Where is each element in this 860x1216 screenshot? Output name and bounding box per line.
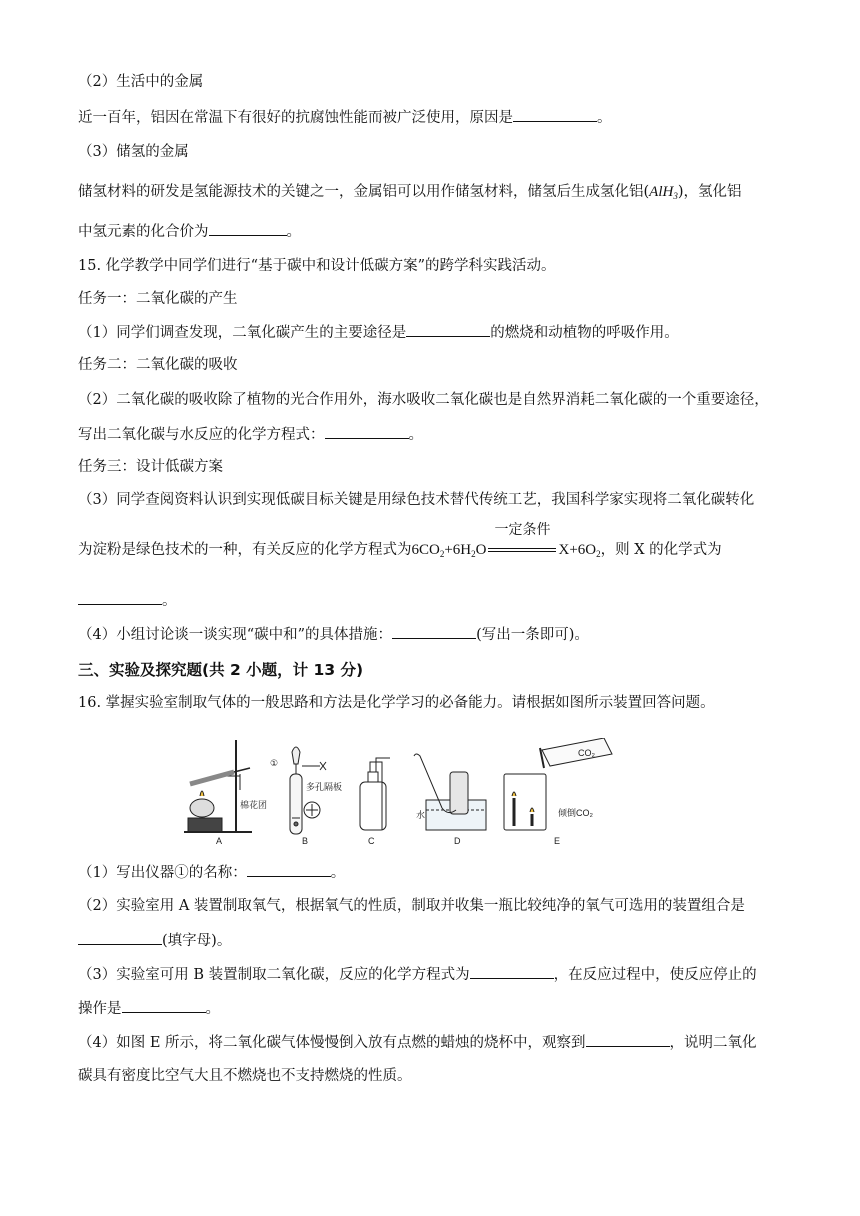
- instrument-marker: ①: [270, 758, 279, 768]
- question-16-4-line2: 碳具有密度比空气大且不燃烧也不支持燃烧的性质。: [78, 1068, 412, 1084]
- text: 储氢材料的研发是氢能源技术的关键之一，金属铝可以用作储氢材料，储氢后生成氢化铝(: [78, 184, 650, 200]
- text: 。: [408, 427, 423, 443]
- text: 中氢元素的化合价为: [78, 224, 209, 240]
- text: 。: [330, 865, 346, 881]
- equation-right: $X+6O_2$: [558, 542, 601, 559]
- subheading-metal-in-life: （2）生活中的金属: [78, 74, 204, 90]
- answer-blank[interactable]: [586, 1032, 670, 1047]
- question-16-3-line1: [78, 964, 757, 985]
- task-2-heading: 任务二：二氧化碳的吸收: [78, 357, 238, 373]
- text: 的燃烧和动植物的呼吸作用。: [490, 325, 679, 341]
- text: ，则 X 的化学式为: [600, 542, 722, 558]
- question-16-4-line1: [78, 1032, 757, 1053]
- text: 为淀粉是绿色技术的一种，有关反应的化学方程式为: [78, 542, 412, 558]
- question-15-intro: 15. 化学教学中同学们进行“基于碳中和设计低碳方案”的跨学科实践活动。: [78, 258, 556, 274]
- question-hydrogen-valence: [78, 221, 301, 242]
- text: 。: [205, 1001, 220, 1017]
- text: 近一百年，铝因在常温下有很好的抗腐蚀性能而被广泛使用，原因是: [78, 110, 513, 126]
- question-15-3-line2: [78, 522, 722, 561]
- cotton-label: 棉花团: [240, 800, 268, 810]
- answer-blank[interactable]: [513, 107, 597, 122]
- question-15-3-line1: （3）同学查阅资料认识到实现低碳目标关键是用绿色技术替代传统工艺，我国科学家实现将二氧化碳转化: [78, 492, 755, 508]
- question-15-2-line2: [78, 424, 423, 445]
- text: （1）写出仪器①的名称：: [78, 865, 247, 881]
- apparatus-label-b: B: [302, 836, 309, 846]
- apparatus-c: [360, 758, 390, 830]
- answer-blank[interactable]: [78, 930, 162, 945]
- apparatus-label-a: A: [216, 836, 223, 846]
- answer-blank[interactable]: [209, 221, 287, 236]
- question-15-1: [78, 322, 679, 343]
- co2-bottle-label: CO₂: [578, 748, 595, 758]
- paragraph-hydrogen-storage: [78, 182, 742, 203]
- equation-left: $6CO_2+6H_2O$: [411, 542, 487, 559]
- text: （3）实验室可用 B 装置制取二氧化碳，反应的化学方程式为: [78, 967, 470, 983]
- subheading-hydrogen-storage: （3）储氢的金属: [78, 144, 189, 160]
- reaction-condition: 一定条件: [494, 522, 551, 538]
- porous-plate-label: 多孔隔板: [306, 782, 343, 792]
- text: )，氢化铝: [677, 184, 742, 200]
- question-15-3-answer: [78, 590, 177, 611]
- text: 。: [597, 110, 612, 126]
- formula-alh3: AlH$_3$: [649, 184, 678, 201]
- apparatus-a: [184, 740, 252, 832]
- section-3-heading: 三、实验及探究题(共 2 小题，计 13 分): [78, 661, 364, 679]
- question-16-intro: 16. 掌握实验室制取气体的一般思路和方法是化学学习的必备能力。请根据如图所示装置回答问题。: [78, 695, 715, 711]
- answer-blank[interactable]: [78, 590, 162, 605]
- text: ，在反应过程中，使反应停止的: [553, 967, 757, 983]
- question-16-1: [78, 862, 345, 883]
- answer-blank[interactable]: [470, 964, 554, 979]
- answer-blank[interactable]: [325, 424, 409, 439]
- question-15-4: [78, 624, 589, 645]
- answer-blank[interactable]: [392, 624, 476, 639]
- text: 操作是: [78, 1001, 122, 1017]
- answer-blank[interactable]: [406, 322, 490, 337]
- text: (填字母)。: [162, 933, 232, 949]
- text: （4）如图 E 所示，将二氧化碳气体慢慢倒入放有点燃的蜡烛的烧杯中，观察到: [78, 1035, 586, 1051]
- text: ，说明二氧化: [669, 1035, 757, 1051]
- question-15-2-line1: （2）二氧化碳的吸收除了植物的光合作用外，海水吸收二氧化碳也是自然界消耗二氧化碳的一个重要途径，: [78, 392, 769, 408]
- text: （4）小组讨论谈一谈实现“碳中和”的具体措施：: [78, 627, 393, 643]
- text: 。: [286, 224, 301, 240]
- text: （1）同学们调查发现，二氧化碳产生的主要途径是: [78, 325, 407, 341]
- apparatus-label-d: D: [454, 836, 461, 846]
- text: (写出一条即可)。: [476, 627, 589, 643]
- apparatus-figure: [180, 738, 680, 850]
- apparatus-label-e: E: [554, 836, 561, 846]
- question-16-2-line1: （2）实验室用 A 装置制取氧气，根据氧气的性质，制取并收集一瓶比较纯净的氧气可选用的装置组合是: [78, 898, 745, 914]
- question-aluminum-corrosion: [78, 107, 612, 128]
- water-label: 水: [416, 810, 426, 820]
- text: 写出二氧化碳与水反应的化学方程式：: [78, 427, 325, 443]
- task-3-heading: 任务三：设计低碳方案: [78, 459, 223, 475]
- pour-co2-label: 倾倒CO₂: [558, 808, 593, 818]
- question-16-2-line2: [78, 930, 231, 951]
- task-1-heading: 任务一：二氧化碳的产生: [78, 291, 238, 307]
- reaction-arrow: [488, 522, 556, 560]
- text: 。: [162, 593, 177, 609]
- apparatus-label-c: C: [368, 836, 375, 846]
- answer-blank[interactable]: [122, 998, 206, 1013]
- answer-blank[interactable]: [247, 862, 331, 877]
- question-16-3-line2: [78, 998, 220, 1019]
